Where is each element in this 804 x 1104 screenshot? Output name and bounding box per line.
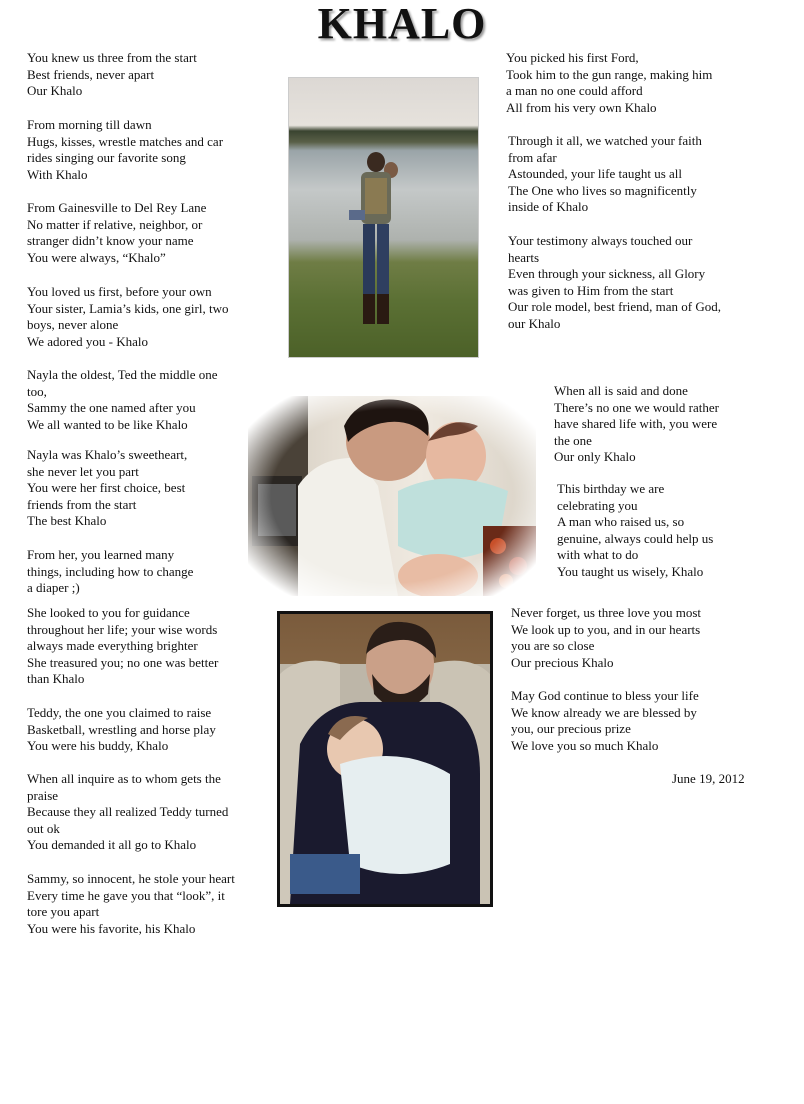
poem-line: The best Khalo: [27, 513, 107, 529]
poem-line: tore you apart: [27, 904, 100, 920]
poem-line: We look up to you, and in our hearts: [511, 621, 701, 637]
poem-line: Nayla was Khalo’s sweetheart,: [27, 447, 188, 462]
stanza-right-1: [506, 50, 712, 116]
poem-line: You taught us wisely, Khalo: [557, 563, 704, 579]
poem-line: From her, you learned many: [27, 547, 175, 562]
poem-line: You were his favorite, his Khalo: [27, 920, 196, 936]
stanza-left-11: [27, 871, 235, 937]
poem-line: Every time he gave you that “look”, it: [27, 887, 225, 903]
poem-line: You picked his first Ford,: [506, 50, 639, 65]
poem-line: Sammy, so innocent, he stole your heart: [27, 871, 235, 886]
poem-line: stranger didn’t know your name: [27, 233, 194, 249]
poem-line: boys, never alone: [27, 317, 119, 333]
stanza-left-8: [27, 605, 218, 688]
poem-line: When all inquire as to whom gets the: [27, 771, 221, 786]
poem-line: our Khalo: [508, 315, 561, 331]
poem-line: Your sister, Lamia’s kids, one girl, two: [27, 300, 229, 316]
poem-line: She treasured you; no one was better: [27, 654, 219, 670]
poem-line: rides singing our favorite song: [27, 150, 186, 166]
stanza-left-1: [27, 50, 197, 100]
poem-line: With Khalo: [27, 166, 88, 182]
poem-line: praise: [27, 787, 59, 803]
poem-line: Through it all, we watched your faith: [508, 133, 702, 148]
poem-line: We adored you - Khalo: [27, 333, 148, 349]
poem-line: celebrating you: [557, 497, 638, 513]
poem-line: May God continue to bless your life: [511, 688, 699, 703]
poem-line: Our Khalo: [27, 83, 83, 99]
stanza-left-4: [27, 284, 228, 350]
poem-line: Took him to the gun range, making him: [506, 66, 713, 82]
poem-line: Never forget, us three love you most: [511, 605, 702, 620]
stanza-right-7: [511, 688, 699, 754]
photo-sleeping-toddler: [277, 611, 493, 907]
poem-line: All from his very own Khalo: [506, 99, 657, 115]
stanza-left-6: [27, 447, 187, 530]
poem-line: genuine, always could help us: [557, 530, 714, 546]
stanza-right-5: [557, 481, 713, 581]
poem-line: a diaper ;): [27, 580, 80, 596]
poem-line: throughout her life; your wise words: [27, 621, 218, 637]
stanza-right-4: [554, 383, 719, 466]
poem-line: You knew us three from the start: [27, 50, 197, 65]
poem-line: No matter if relative, neighbor, or: [27, 216, 203, 232]
poem-line: Teddy, the one you claimed to raise: [27, 705, 212, 720]
poem-line: have shared life with, you were: [554, 416, 718, 432]
poem-line: Hugs, kisses, wrestle matches and car: [27, 133, 224, 149]
poem-line: Because they all realized Teddy turned: [27, 804, 229, 820]
poem-line: she never let you part: [27, 463, 139, 479]
poem-line: The One who lives so magnificently: [508, 182, 697, 198]
poem-line: We all wanted to be like Khalo: [27, 416, 188, 432]
poem-line: hearts: [508, 249, 540, 265]
stanza-right-6: [511, 605, 701, 671]
poem-line: You loved us first, before your own: [27, 284, 212, 299]
poem-line: from afar: [508, 149, 557, 165]
poem-line: We know already we are blessed by: [511, 704, 697, 720]
poem-line: Astounded, your life taught us all: [508, 166, 683, 182]
poem-line: with what to do: [557, 547, 639, 563]
poem-line: From Gainesville to Del Rey Lane: [27, 200, 207, 215]
poem-line: was given to Him from the start: [508, 282, 674, 298]
poem-line: Our precious Khalo: [511, 654, 614, 670]
kissing-baby-illustration: [248, 396, 536, 596]
poem-line: you, our precious prize: [511, 721, 631, 737]
stanza-left-2: [27, 117, 223, 183]
poem-line: Your testimony always touched our: [508, 233, 693, 248]
photo-man-kissing-baby: [248, 396, 536, 596]
sleeping-toddler-illustration: [280, 614, 490, 904]
poem-line: You were always, “Khalo”: [27, 249, 166, 265]
poem-line: You were her first choice, best: [27, 480, 186, 496]
poem-line: Our role model, best friend, man of God,: [508, 299, 722, 315]
poem-line: Even through your sickness, all Glory: [508, 266, 706, 282]
poem-line: Best friends, never apart: [27, 66, 155, 82]
poem-line: the one: [554, 432, 592, 448]
stanza-right-3: [508, 233, 721, 333]
stanza-left-5: [27, 367, 218, 433]
man-carrying-child-figure: [347, 150, 405, 330]
poem-line: A man who raised us, so: [557, 514, 685, 530]
poem-line: always made everything brighter: [27, 638, 198, 654]
stanza-left-9: [27, 705, 216, 755]
poem-line: things, including how to change: [27, 563, 194, 579]
poem-line: Sammy the one named after you: [27, 400, 196, 416]
poem-line: You demanded it all go to Khalo: [27, 837, 197, 853]
stanza-left-3: [27, 200, 206, 266]
stanza-left-10: [27, 771, 228, 854]
stanza-right-2: [508, 133, 702, 216]
photo-lake: [288, 77, 479, 358]
poem-line: Nayla the oldest, Ted the middle one: [27, 367, 218, 382]
poem-line: too,: [27, 383, 47, 399]
poem-line: inside of Khalo: [508, 199, 589, 215]
poem-line: We love you so much Khalo: [511, 737, 659, 753]
poem-line: Basketball, wrestling and horse play: [27, 721, 216, 737]
poem-line: She looked to you for guidance: [27, 605, 190, 620]
poem-line: friends from the start: [27, 496, 137, 512]
poem-line: You were his buddy, Khalo: [27, 738, 169, 754]
stanza-left-7: [27, 547, 193, 597]
poem-line: When all is said and done: [554, 383, 688, 398]
poem-line: From morning till dawn: [27, 117, 152, 132]
poem-line: you are so close: [511, 638, 595, 654]
poem-line: There’s no one we would rather: [554, 399, 719, 415]
page-title: KHALO: [317, 0, 487, 48]
poem-line: a man no one could afford: [506, 83, 643, 99]
date-line: June 19, 2012: [672, 771, 745, 786]
poem-line: than Khalo: [27, 671, 85, 687]
poem-line: This birthday we are: [557, 481, 665, 496]
poem-line: out ok: [27, 820, 60, 836]
poem-line: Our only Khalo: [554, 449, 636, 465]
